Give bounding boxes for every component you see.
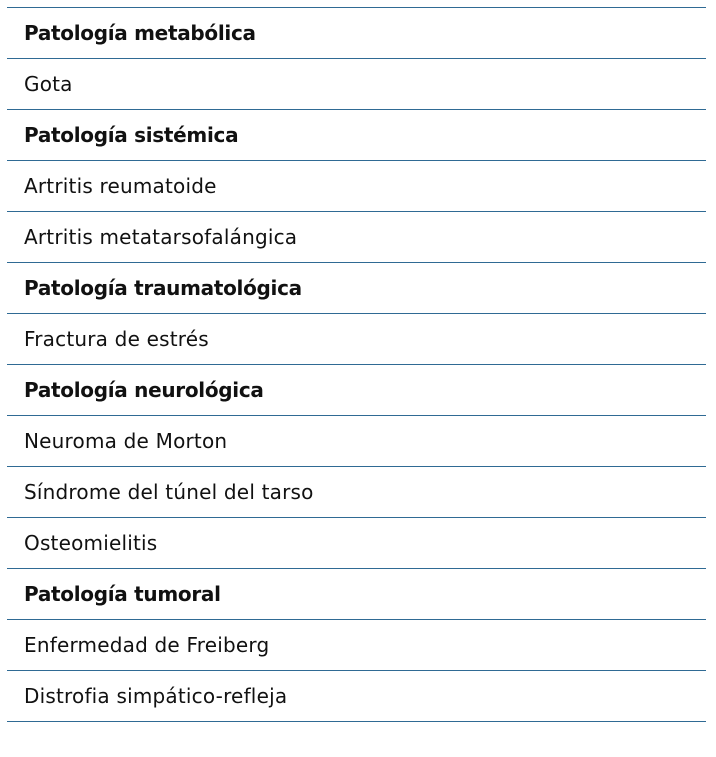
category-header-neurologic: Patología neurológica (7, 365, 706, 416)
table-row: Artritis reumatoide (7, 161, 706, 212)
table-row: Gota (7, 59, 706, 110)
category-header-systemic: Patología sistémica (7, 110, 706, 161)
category-header-metabolic: Patología metabólica (7, 8, 706, 59)
table-row: Enfermedad de Freiberg (7, 620, 706, 671)
table-row: Osteomielitis (7, 518, 706, 569)
table-row: Artritis metatarsofalángica (7, 212, 706, 263)
table-row: Síndrome del túnel del tarso (7, 467, 706, 518)
table-row: Fractura de estrés (7, 314, 706, 365)
table-row: Neuroma de Morton (7, 416, 706, 467)
category-header-traumatologic: Patología traumatológica (7, 263, 706, 314)
category-header-tumoral: Patología tumoral (7, 569, 706, 620)
pathology-table (7, 7, 706, 722)
table-row: Distrofia simpático-refleja (7, 671, 706, 722)
